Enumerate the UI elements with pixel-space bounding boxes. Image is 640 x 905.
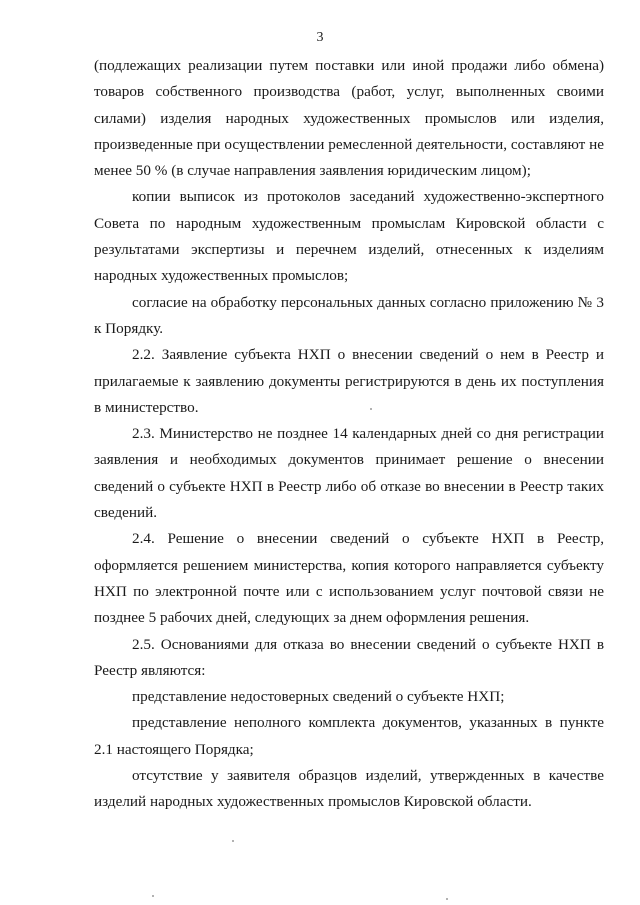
page-number: 3	[316, 30, 324, 45]
paragraph-continuation: (подлежащих реализации путем поставки или иной продажи либо обмена) товаров собственного производства (работ, услуг, выполненных своими силами) изделия народных художественных промыслов или изделия, произведенные при осуществлении ремесленной деятельности, составляют не менее 50 % (в случае направления заявления юридическим лицом);	[94, 57, 604, 180]
paragraph-data-consent: согласие на обработку персональных данных согласно приложению № 3 к Порядку.	[94, 293, 604, 337]
scan-speck	[446, 898, 448, 900]
paragraph-refusal-incomplete: представление неполного комплекта документов, указанных в пункте 2.1 настоящего Порядка;	[94, 714, 604, 758]
scan-speck	[152, 895, 154, 897]
paragraph-2-4: 2.4. Решение о внесении сведений о субъекте НХП в Реестр, оформляется решением министерства, копия которого направляется субъекту НХП по электронной почте или с использованием услуг почтовой связи не позднее 5 рабочих дней, следующих за днем оформления решения.	[94, 530, 604, 627]
paragraph-refusal-no-samples: отсутствие у заявителя образцов изделий, утвержденных в качестве изделий народных художественных промыслов Кировской области.	[94, 767, 604, 811]
paragraph-protocol-copies: копии выписок из протоколов заседаний художественно-экспертного Совета по народным художественным промыслам Кировской области с результатами экспертизы и перечнем изделий, отнесенных к изделиям народных художественных промыслов;	[94, 188, 604, 285]
document-body	[94, 53, 604, 816]
scan-speck	[232, 840, 234, 842]
paragraph-refusal-unreliable: представление недостоверных сведений о субъекте НХП;	[132, 688, 505, 706]
paragraph-2-3: 2.3. Министерство не позднее 14 календарных дней со дня регистрации заявления и необходимых документов принимает решение о внесении сведений о субъекте НХП в Реестр либо об отказе во внесении в Реестр таких сведений.	[94, 425, 604, 522]
paragraph-2-2: 2.2. Заявление субъекта НХП о внесении сведений о нем в Реестр и прилагаемые к заявлению документы регистрируются в день их поступления в министерство.	[94, 346, 604, 416]
paragraph-2-5: 2.5. Основаниями для отказа во внесении сведений о субъекте НХП в Реестр являются:	[94, 635, 604, 679]
scan-speck	[370, 408, 372, 410]
